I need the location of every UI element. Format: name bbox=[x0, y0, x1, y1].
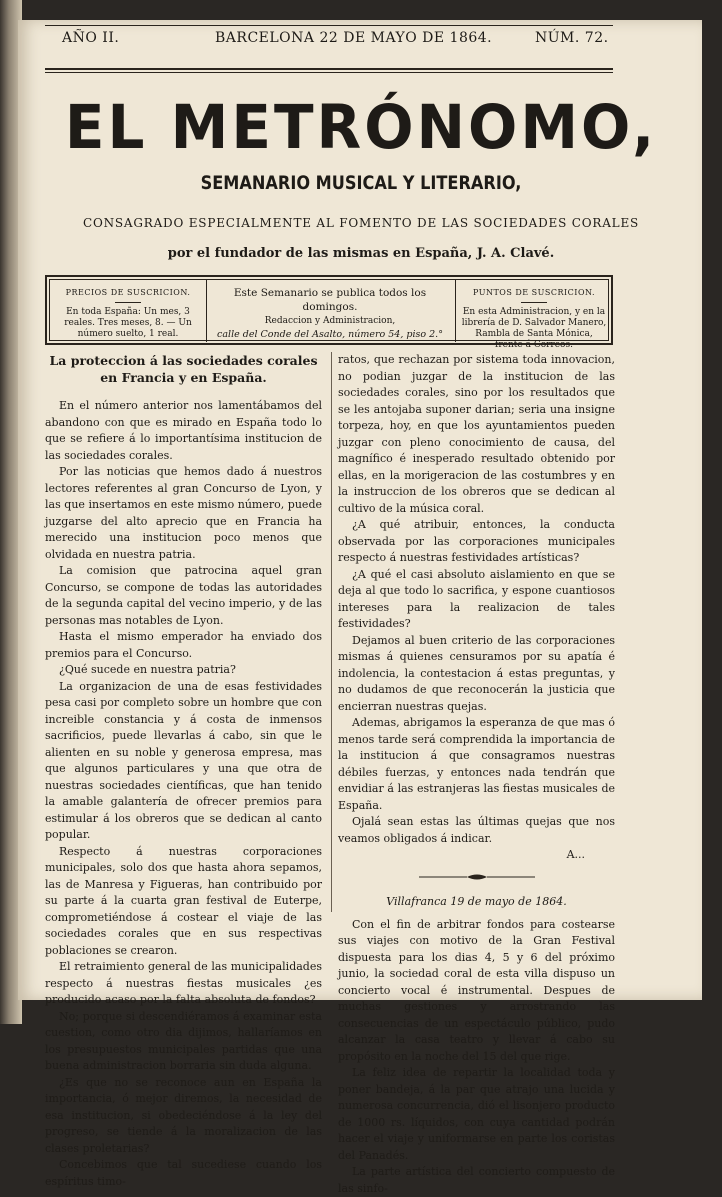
paragraph: ¿A qué el casi absoluto aislamiento en que se deja al que todo lo sacrifica, y espone cuantiosos intereses para la realizacion de tales festividades? bbox=[338, 567, 615, 630]
editorial-office-label: Redaccion y Administracion, bbox=[264, 316, 396, 326]
masthead-title: EL METRÓNOMO, bbox=[64, 91, 658, 163]
paragraph: Ademas, abrigamos la esperanza de que mas ó menos tarde será comprendida la importancia de la institucion á que consagramos nuestras débiles fuerzas, y entonces nada tendrán que envidiar á las estranjeras las fiestas musicales de España. bbox=[338, 716, 615, 812]
points-text: En esta Administracion, y en la librería de D. Salvador Manero, Rambla de Santa Mónica, frente á Correos. bbox=[461, 307, 607, 350]
dispatch-dateline: Villafranca 19 de mayo de 1864. bbox=[386, 895, 567, 908]
prices-text: En toda España: Un mes, 3 reales. Tres meses, 8. — Un número suelto, 1 real. bbox=[64, 307, 192, 339]
points-title: PUNTOS DE SUSCRICION. bbox=[472, 288, 596, 297]
paragraph: La organizacion de una de esas festividades pesa casi por completo sobre un hombre que con increible constancia y á costa de inmensos sacrificios, puede llevarlas á cabo, sin que le alienten en su noble y generosa empresa, mas que algunos particulares y una que otra de nuestras sociedades científicas, que han tenido la amable galantería de ofrecer premios para estimular á los obreros que se dedican al canto popular. bbox=[45, 679, 322, 841]
paragraph: Con el fin de arbitrar fondos para costearse sus viajes con motivo de la Gran Festival dispuesta para los dias 4, 5 y 6 del próximo junio, la sociedad coral de esta villa dispuso un concierto vocal é instrumental. Despues de muchas gestiones y arrostrando las consecuencias de un espectáculo público, pudo alcanzar la casa teatro y llevar á cabo su propósito en la noche del 15 del que rige. bbox=[338, 917, 615, 1063]
article-signature: A... bbox=[566, 848, 585, 861]
editorial-address: calle del Conde del Asalto, número 54, piso 2.° bbox=[217, 329, 443, 340]
header-top-rule bbox=[45, 25, 613, 26]
paragraph: La comision que patrocina aquel gran Concurso, se compone de todas las autoridades de la segunda capital del vecino imperio, y de las personas mas notables de Lyon. bbox=[45, 564, 322, 627]
paragraph: El retraimiento general de las municipalidades respecto á nuestras fiestas musicales ¿es producido acaso por la falta absoluta de fondos? bbox=[45, 960, 322, 1006]
publication-cell bbox=[212, 280, 448, 342]
subscription-infobox bbox=[45, 275, 613, 350]
ornament-divider bbox=[338, 870, 615, 887]
masthead-dedication: CONSAGRADO ESPECIALMENTE AL FOMENTO DE LAS SOCIEDADES CORALES bbox=[82, 216, 640, 230]
paragraph: ratos, que rechazan por sistema toda innovacion, no podian juzgar de la institucion de las sociedades corales, sino por los resultados que se les antojaba suponer darian; seria una insigne torpeza, hoy, en que los ayuntamientos pueden juzgar con pleno conocimiento de causa, del magnífico é inesperado resultado obtenido por ellas, en la morigeracion de las costumbres y en la instruccion de los obreros que se dedican al cultivo de la música coral. bbox=[338, 353, 615, 515]
paragraph: Concebimos que tal sucediese cuando los espíritus timo- bbox=[45, 1158, 322, 1188]
article-column-2 bbox=[338, 352, 615, 1197]
article-heading: La proteccion á las sociedades corales en Francia y en España. bbox=[49, 353, 318, 385]
column-separator bbox=[331, 352, 332, 912]
issue-year: AÑO II. bbox=[62, 30, 120, 46]
header-rule bbox=[45, 68, 613, 70]
masthead-subtitle: SEMANARIO MUSICAL Y LITERARIO, bbox=[200, 172, 522, 194]
paragraph: Por las noticias que hemos dado á nuestros lectores referentes al gran Concurso de Lyon, y las que insertamos en este mismo número, puede juzgarse del alto aprecio que en Francia ha merecido una institucion poco menos que olvidada en nuestra patria. bbox=[45, 465, 322, 561]
issue-number: NÚM. 72. bbox=[535, 30, 609, 46]
masthead-founder: por el fundador de las mismas en España, J. A. Clavé. bbox=[167, 246, 555, 261]
paragraph: ¿Es que no se reconoce aun en España la importancia, ó mejor diremos, la necesidad de esa institucion, si obedeciéndose á la ley del progreso, se tiende á la moralizacion de las clases proletarias? bbox=[45, 1075, 322, 1155]
publication-schedule: Este Semanario se publica todos los domingos. bbox=[233, 287, 427, 313]
prices-title: PRECIOS DE SUSCRICION. bbox=[65, 288, 191, 297]
paragraph: En el número anterior nos lamentábamos del abandono con que es mirado en España todo lo que se refiere á lo importantísima institucion de las sociedades corales. bbox=[45, 399, 322, 462]
paragraph: La feliz idea de repartir la localidad toda y poner bandeja, á la par que atrajo una lucida y numerosa concurrencia, dió el lisonjero producto de 1000 rs. líquidos, con cuya cantidad podrán hacer el viaje y uniformarse en parte los coristas del Panadés. bbox=[338, 1066, 615, 1162]
paragraph: No; porque si descendiéramos á examinar esta cuestion, como otro dia dijimos, hallaríamos en los presupuestos municipales partidas que una buena administracion borraria sin duda alguna. bbox=[45, 1009, 322, 1072]
paragraph: Ojalá sean estas las últimas quejas que nos veamos obligados á indicar. bbox=[338, 815, 615, 845]
paragraph: Respecto á nuestras corporaciones municipales, solo dos que hasta ahora sepamos, las de Manresa y Figueras, han contribuido por su parte á la cuarta gran festival de Euterpe, comprometiéndose á costear el viaje de las sociedades corales que en sus respectivas poblaciones se crearon. bbox=[45, 844, 322, 957]
header-rule-thin bbox=[45, 72, 613, 73]
points-cell bbox=[461, 280, 607, 350]
paragraph: Hasta el mismo emperador ha enviado dos premios para el Concurso. bbox=[45, 630, 322, 660]
paragraph: La parte artística del concierto compuesto de las sinfo- bbox=[338, 1165, 615, 1195]
paragraph: ¿A qué atribuir, entonces, la conducta observada por las corporaciones municipales respecto á nuestras festividades artísticas? bbox=[338, 518, 615, 564]
article-column-1 bbox=[45, 352, 322, 1190]
paragraph: Dejamos al buen criterio de las corporaciones mismas á quienes censuramos por su apatía é indolencia, la contestacion á estas preguntas, y no dudamos de que reconocerán la justicia que encierran nuestras quejas. bbox=[338, 633, 615, 713]
prices-cell bbox=[56, 280, 200, 342]
paragraph: ¿Qué sucede en nuestra patria? bbox=[59, 663, 236, 676]
dateline: BARCELONA 22 DE MAYO DE 1864. bbox=[215, 30, 493, 46]
